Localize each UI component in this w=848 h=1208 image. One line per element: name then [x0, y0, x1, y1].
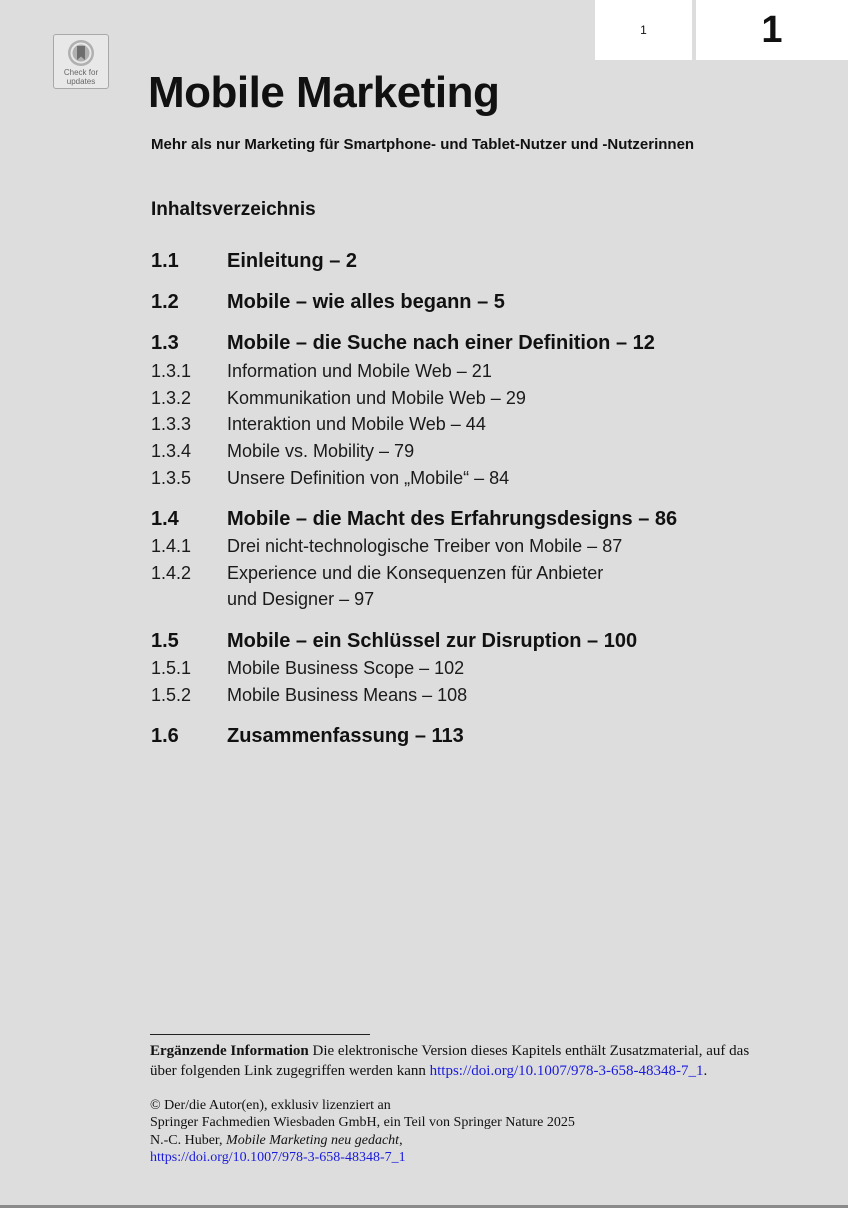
chapter-number: 1 — [761, 8, 783, 51]
page-number-small-text: 1 — [640, 23, 647, 37]
toc-title: Zusammenfassung – 113 — [227, 725, 464, 747]
citation-comma: , — [399, 1133, 403, 1148]
badge-line-2: updates — [66, 77, 96, 86]
citation-book-title: Mobile Marketing neu gedacht — [226, 1133, 400, 1148]
toc-number: 1.2 — [151, 291, 179, 313]
toc-title: Information und Mobile Web – 21 — [227, 361, 492, 381]
toc-title: Mobile – die Macht des Erfahrungsdesigns – 86 — [227, 508, 678, 530]
toc-number: 1.3.2 — [151, 388, 192, 408]
footnote-line-1 — [150, 1041, 749, 1061]
toc-title: Mobile Business Means – 108 — [227, 685, 468, 705]
footnote-period: . — [703, 1063, 708, 1079]
page-number-small — [595, 0, 692, 60]
toc-number: 1.5 — [151, 630, 179, 652]
copyright-line-1: © Der/die Autor(en), exklusiv lizenziert an — [150, 1098, 391, 1113]
chapter-title: Mobile Marketing — [148, 68, 500, 117]
check-for-updates-badge[interactable] — [53, 34, 109, 89]
toc-number: 1.3.4 — [151, 441, 192, 461]
toc-title: Drei nicht-technologische Treiber von Mobile – 87 — [227, 536, 623, 556]
citation-doi-link[interactable]: https://doi.org/10.1007/978-3-658-48348-7_1 — [150, 1150, 406, 1165]
toc-number: 1.4.1 — [151, 536, 192, 556]
toc-number: 1.3.1 — [151, 361, 192, 381]
toc-number: 1.4.2 — [151, 563, 192, 583]
toc-title: Experience und die Konsequenzen für Anbieter — [227, 563, 604, 583]
footnote-doi-link[interactable]: https://doi.org/10.1007/978-3-658-48348-7_1 — [429, 1063, 704, 1079]
footnote-divider — [150, 1034, 370, 1035]
footnote-text-2: über folgenden Link zugegriffen werden kann — [150, 1063, 430, 1079]
toc-number: 1.3.3 — [151, 414, 192, 434]
toc-title: Unsere Definition von „Mobile“ – 84 — [227, 468, 510, 488]
footnote-label: Ergänzende Information — [150, 1043, 309, 1059]
toc-number: 1.3 — [151, 332, 179, 354]
toc-number: 1.4 — [151, 508, 179, 530]
toc-number: 1.3.5 — [151, 468, 192, 488]
bookmark-icon — [66, 38, 96, 68]
citation-line — [150, 1133, 403, 1150]
toc-title-continued: und Designer – 97 — [227, 589, 375, 609]
toc-number: 1.1 — [151, 250, 179, 272]
chapter-subtitle: Mehr als nur Marketing für Smartphone- und Tablet-Nutzer und -Nutzerinnen — [151, 136, 695, 153]
toc-title: Kommunikation und Mobile Web – 29 — [227, 388, 526, 408]
toc-title: Mobile vs. Mobility – 79 — [227, 441, 415, 461]
toc-title: Mobile – wie alles begann – 5 — [227, 291, 505, 313]
copyright-line-2: Springer Fachmedien Wiesbaden GmbH, ein Teil von Springer Nature 2025 — [150, 1115, 575, 1130]
toc-title: Mobile – ein Schlüssel zur Disruption – 100 — [227, 630, 638, 652]
toc-title: Einleitung – 2 — [227, 250, 358, 272]
toc-number: 1.6 — [151, 725, 179, 747]
toc-number: 1.5.1 — [151, 658, 192, 678]
toc-heading: Inhaltsverzeichnis — [151, 199, 316, 220]
toc-title: Mobile Business Scope – 102 — [227, 658, 465, 678]
footnote-text-1: Die elektronische Version dieses Kapitels enthält Zusatzmaterial, auf das — [308, 1043, 750, 1059]
toc-title: Mobile – die Suche nach einer Definition – 12 — [227, 332, 655, 354]
badge-line-1: Check for — [63, 68, 99, 77]
footnote-line-2 — [150, 1061, 707, 1081]
toc-title: Interaktion und Mobile Web – 44 — [227, 414, 486, 434]
toc-number: 1.5.2 — [151, 685, 192, 705]
chapter-number-box — [696, 0, 848, 60]
citation-author: N.-C. Huber, — [150, 1133, 227, 1148]
